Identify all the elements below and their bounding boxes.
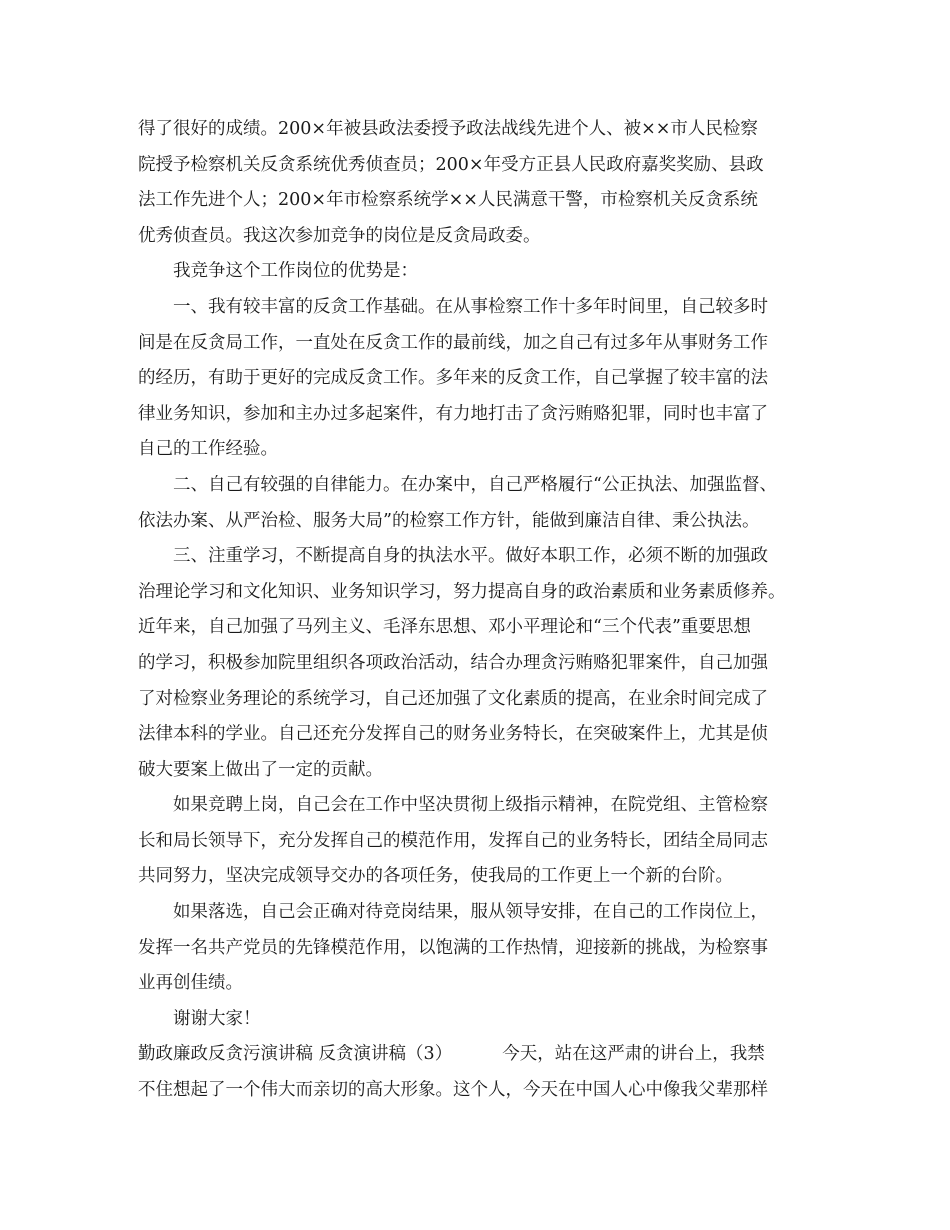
text-line: 治理论学习和文化知识、业务知识学习，努力提高自身的政治素质和业务素质修养。 (138, 581, 786, 602)
text-line: 发挥一名共产党员的先锋模范作用，以饱满的工作热情，迎接新的挑战，为检察事 (138, 937, 768, 958)
text-line: 三、注重学习，不断提高自身的执法水平。做好本职工作，必须不断的加强政 (173, 546, 768, 567)
text-line: 自己的工作经验。 (138, 439, 278, 460)
text-line: 院授予检察机关反贪系统优秀侦查员；200×年受方正县人民政府嘉奖奖励、县政 (138, 154, 764, 175)
text-line: 我竞争这个工作岗位的优势是： (173, 261, 418, 282)
text-line: 依法办案、从严治检、服务大局”的检察工作方针，能做到廉洁自律、秉公执法。 (138, 510, 760, 531)
text-line: 长和局长领导下，充分发挥自己的模范作用，发挥自己的业务特长，团结全局同志 (138, 830, 768, 851)
text-line: 破大要案上做出了一定的贡献。 (138, 759, 383, 780)
text-line: 得了很好的成绩。200×年被县政法委授予政法战线先进个人、被××市人民检察 (138, 119, 758, 139)
text-line: 近年来，自己加强了马列主义、毛泽东思想、邓小平理论和“三个代表”重要思想 (138, 617, 751, 638)
text-line: 的学习，积极参加院里组织各项政治活动，结合办理贪污贿赂犯罪案件，自己加强 (138, 652, 768, 673)
heading-line (138, 1037, 818, 1073)
document-body (138, 112, 818, 1109)
text-line: 法工作先进个人；200×年市检察系统学××人民满意干警，市检察机关反贪系统 (138, 190, 758, 211)
text-line: 了对检察业务理论的系统学习，自己还加强了文化素质的提高，在业余时间完成了 (138, 688, 768, 709)
text-line: 律业务知识，参加和主办过多起案件，有力地打击了贪污贿赂犯罪，同时也丰富了 (138, 403, 768, 424)
text-line: 优秀侦查员。我这次参加竞争的岗位是反贪局政委。 (138, 225, 541, 246)
text-line: 的经历，有助于更好的完成反贪工作。多年来的反贪工作，自己掌握了较丰富的法 (138, 368, 768, 389)
text-line: 间是在反贪局工作，一直处在反贪工作的最前线，加之自己有过多年从事财务工作 (138, 332, 768, 353)
text-line: 一、我有较丰富的反贪工作基础。在从事检察工作十多年时间里，自己较多时 (173, 296, 768, 317)
text-line: 二、自己有较强的自律能力。在办案中，自己严格履行“公正执法、加强监督、 (173, 474, 777, 495)
text-line: 共同努力，坚决完成领导交办的各项任务，使我局的工作更上一个新的台阶。 (138, 866, 733, 887)
text-line: 如果落选，自己会正确对待竞岗结果，服从领导安排，在自己的工作岗位上， (173, 902, 768, 923)
text-line: 如果竞聘上岗，自己会在工作中坚决贯彻上级指示精神，在院党组、主管检察 (173, 795, 768, 816)
text-line: 业再创佳绩。 (138, 973, 243, 994)
section-title: 勤政廉政反贪污演讲稿 反贪演讲稿（3） (138, 1044, 453, 1065)
text-line: 今天，站在这严肃的讲台上，我禁 (502, 1044, 765, 1065)
text-line: 不住想起了一个伟大而亲切的高大形象。这个人，今天在中国人心中像我父辈那样 (138, 1080, 768, 1101)
text-line: 谢谢大家！ (173, 1008, 261, 1029)
text-line: 法律本科的学业。自己还充分发挥自己的财务业务特长，在突破案件上，尤其是侦 (138, 724, 768, 745)
